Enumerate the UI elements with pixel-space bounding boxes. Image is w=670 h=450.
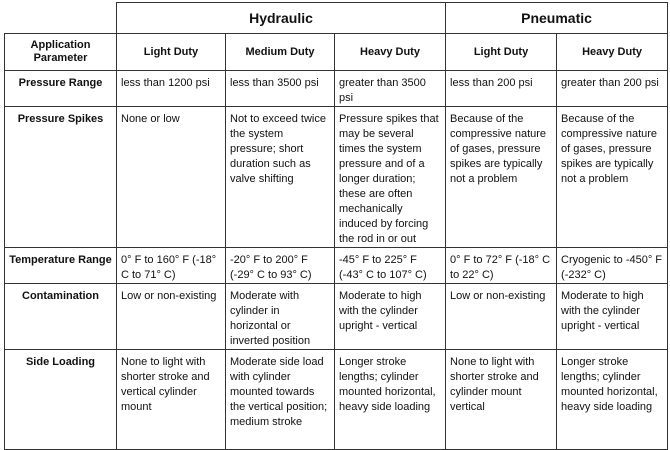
table-cell: greater than 200 psi: [557, 71, 668, 107]
table-cell: Low or non-existing: [117, 284, 226, 350]
table-cell: Cryogenic to -450° F (-232° C): [557, 248, 668, 284]
table-cell: greater than 3500 psi: [335, 71, 446, 107]
table-cell: Low or non-existing: [446, 284, 557, 350]
empty-corner: [5, 3, 117, 34]
duty-header-row: [5, 34, 668, 71]
pneumatic-light-duty-header: Light Duty: [446, 34, 557, 71]
hydraulic-light-duty-header: Light Duty: [117, 34, 226, 71]
table-cell: Longer stroke lengths; cylinder mounted horizontal, heavy side loading: [335, 350, 446, 450]
table-cell: less than 200 psi: [446, 71, 557, 107]
table-cell: less than 3500 psi: [226, 71, 335, 107]
table-cell: less than 1200 psi: [117, 71, 226, 107]
table-row: [5, 71, 668, 107]
row-header: Pressure Spikes: [5, 107, 117, 248]
pneumatic-heavy-duty-header: Heavy Duty: [557, 34, 668, 71]
table-cell: Not to exceed twice the system pressure; short duration such as valve shifting: [226, 107, 335, 248]
hydraulic-heavy-duty-header: Heavy Duty: [335, 34, 446, 71]
pneumatic-header: Pneumatic: [446, 3, 668, 34]
application-parameter-header: Application Parameter: [5, 34, 117, 71]
table-cell: Moderate to high with the cylinder upright - vertical: [557, 284, 668, 350]
table-cell: Because of the compressive nature of gases, pressure spikes are typically not a problem: [557, 107, 668, 248]
comparison-table: [4, 2, 668, 450]
row-header: Temperature Range: [5, 248, 117, 284]
table-cell: -45° F to 225° F (-43° C to 107° C): [335, 248, 446, 284]
table-cell: -20° F to 200° F (-29° C to 93° C): [226, 248, 335, 284]
row-header: Contamination: [5, 284, 117, 350]
table-cell: None to light with shorter stroke and cylinder mount vertical: [446, 350, 557, 450]
table-cell: Because of the compressive nature of gases, pressure spikes are typically not a problem: [446, 107, 557, 248]
table-row: [5, 284, 668, 350]
table-cell: Moderate to high with the cylinder upright - vertical: [335, 284, 446, 350]
row-header: Pressure Range: [5, 71, 117, 107]
table-cell: 0° F to 72° F (-18° C to 22° C): [446, 248, 557, 284]
table-cell: 0° F to 160° F (-18° C to 71° C): [117, 248, 226, 284]
table-row: [5, 248, 668, 284]
hydraulic-medium-duty-header: Medium Duty: [226, 34, 335, 71]
table-cell: None or low: [117, 107, 226, 248]
group-header-row: [5, 3, 668, 34]
table-row: [5, 107, 668, 248]
row-header: Side Loading: [5, 350, 117, 450]
table-cell: Longer stroke lengths; cylinder mounted horizontal, heavy side loading: [557, 350, 668, 450]
table-row: [5, 350, 668, 450]
table-cell: None to light with shorter stroke and vertical cylinder mount: [117, 350, 226, 450]
table-cell: Moderate side load with cylinder mounted towards the vertical position; medium stroke: [226, 350, 335, 450]
hydraulic-header: Hydraulic: [117, 3, 446, 34]
table-cell: Moderate with cylinder in horizontal or inverted position: [226, 284, 335, 350]
table-cell: Pressure spikes that may be several times the system pressure and of a longer duration; these are often mechanically induced by forcing the rod in or out: [335, 107, 446, 248]
